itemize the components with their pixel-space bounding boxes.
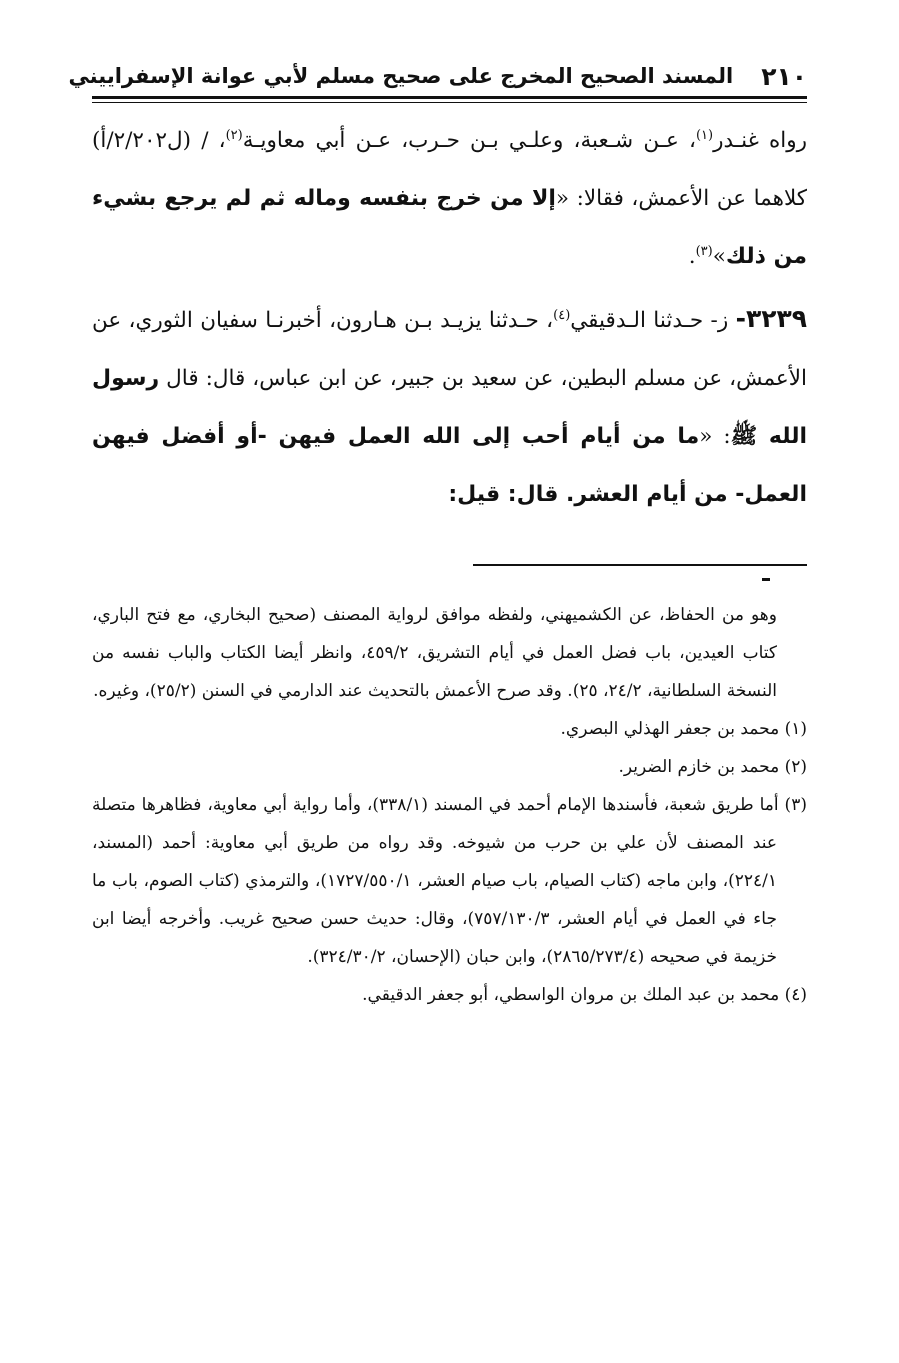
footnote-separator xyxy=(473,564,807,566)
page-header xyxy=(68,58,807,94)
prophet-name: رسول الله ﷺ xyxy=(92,366,808,449)
footnotes xyxy=(92,596,807,1014)
footnote-ref-1: (١) xyxy=(695,127,714,143)
page-number: ٢١٠ xyxy=(761,61,807,91)
footnote-2: (٢) محمد بن خازم الضرير. xyxy=(618,757,807,777)
paragraph-2: ٣٢٣٩- ز- حـدثنا الـدقيقي$^{(٤)}$، حـدثنا يزيـد بـن هـارون، أخبرنـا سفيان الثوري، عن الأعمش، عن مسلم البطين، عن سعيد بن جبير، عن ابن عباس، قال: قال رسول الله ﷺ: «ما من أيام أحب إلى الله العمل فيهن -أو أفضل فيهن العمل- من أيام العشر. قال: قيل: xyxy=(92,304,808,507)
footnote-ref-4: (٤) xyxy=(553,307,571,323)
header-rule-thin xyxy=(92,102,807,103)
footnote-1: (١) محمد بن جعفر الهذلي البصري. xyxy=(560,719,807,739)
footnote-ref-3: (٣) xyxy=(695,243,713,259)
hadith-number: ٣٢٣٩- xyxy=(735,304,808,333)
footnote-4: (٤) محمد بن عبد الملك بن مروان الواسطي، أبو جعفر الدقيقي. xyxy=(362,985,807,1005)
footnote-ref-2: (٢) xyxy=(225,127,243,143)
footnote-continuation: وهو من الحفاظ، عن الكشميهني، ولفظه موافق لرواية المصنف (صحيح البخاري، مع فتح الباري، كتاب العيدين، باب فضل العمل في أيام التشريق، ٤٥٩/٢، وانظر أيضا الكتاب والباب نفسه من النسخة السلطانية، ٢٤/٢، ٢٥). وقد صرح الأعمش بالتحديث عند الدارمي في السنن (٢٥/٢)، وغيره. xyxy=(92,605,777,701)
hadith-text-2: ما من أيام أحب إلى الله العمل فيهن -أو أفضل فيهن العمل- من أيام العشر. قال: قيل: xyxy=(92,424,807,507)
header-rule xyxy=(92,96,807,99)
paragraph-1: رواه غنـدر$^{(١)}$، عـن شـعبة، وعلـي بـن حـرب، عـن أبي معاويـة$^{(٢)}$، / (ل٢/٢٠٢/أ) كلاهما عن الأعمش، فقالا: «إلا من خرج بنفسه وماله ثم لم يرجع بشيء من ذلك»$^{(٣)}$. xyxy=(92,127,808,269)
main-text xyxy=(92,112,807,524)
footnote-continuation-mark xyxy=(762,578,770,581)
hadith-text: إلا من خرج بنفسه وماله ثم لم يرجع بشيء من ذلك xyxy=(92,186,807,269)
running-title: المسند الصحيح المخرج على صحيح مسلم لأبي عوانة الإسفراييني xyxy=(68,64,734,88)
footnote-3: (٣) أما طريق شعبة، فأسندها الإمام أحمد في المسند (٣٣٨/١)، وأما رواية أبي معاوية، فظاهرها متصلة عند المصنف لأن علي بن حرب من شيوخه. وقد رواه من طريق أبي معاوية: أحمد (المسند، ٢٢٤/١)، وابن ماجه (كتاب الصيام، باب صيام العشر، ١٧٢٧/٥٥٠/١)، والترمذي (كتاب الصوم، باب ما جاء في العمل في أيام العشر، ٧٥٧/١٣٠/٣)، وقال: حديث حسن صحيح غريب. وأخرجه أيضا ابن خزيمة في صحيحه (٢٨٦٥/٢٧٣/٤)، وابن حبان (الإحسان، ٣٢٤/٣٠/٢). xyxy=(92,795,807,967)
